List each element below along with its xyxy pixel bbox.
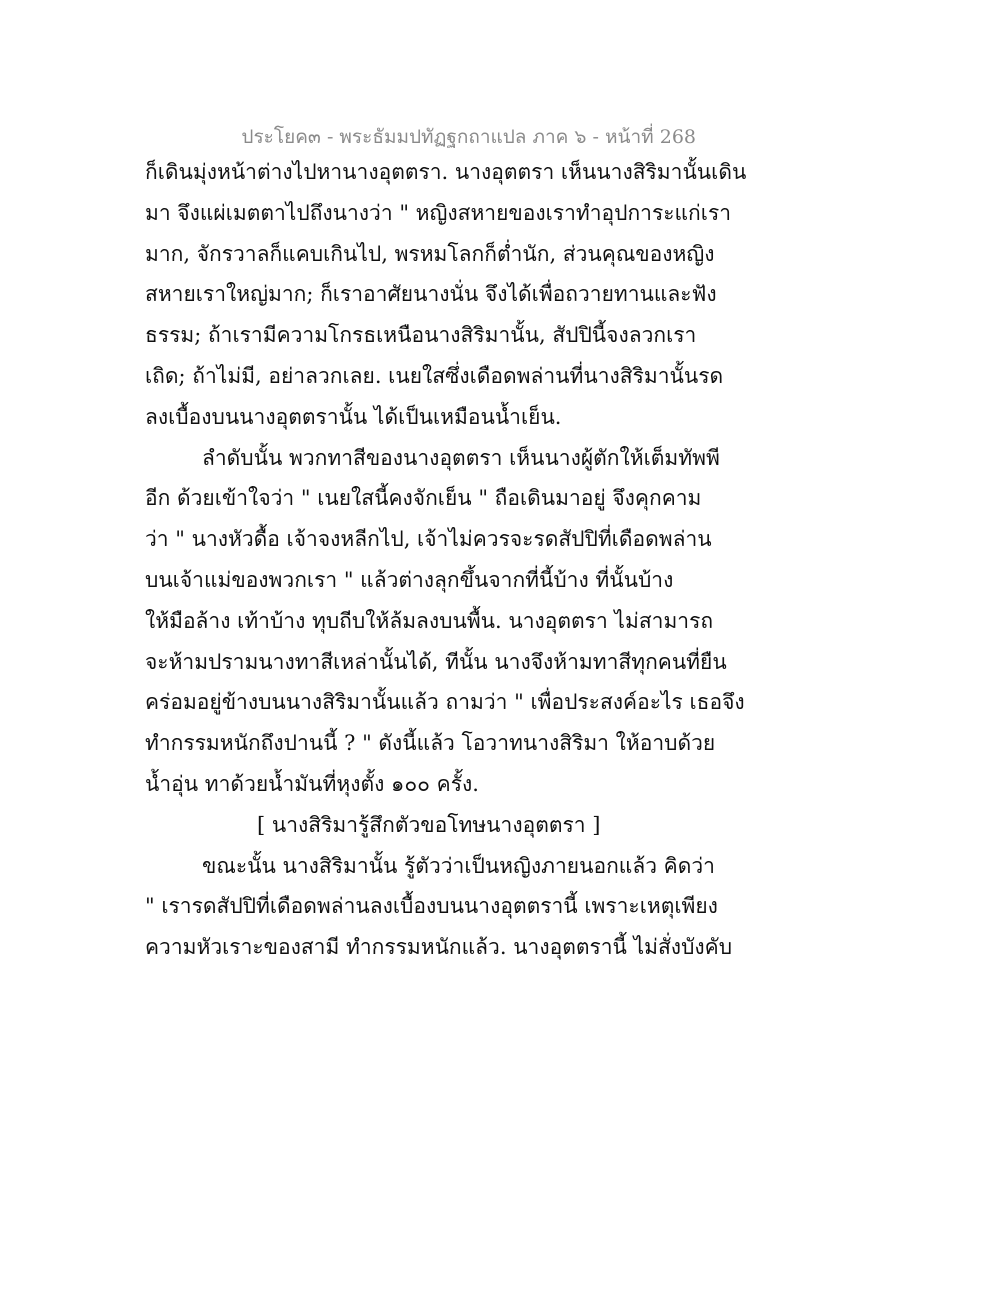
text-line: คร่อมอยู่ข้างบนนางสิริมานั้นแล้ว ถามว่า " เพื่อประสงค์อะไร เธอจึง <box>145 690 745 715</box>
text-line: สหายเราใหญ่มาก; ก็เราอาศัยนางนั่น จึงได้เพื่อถวายทานและฟัง <box>145 282 717 307</box>
text-line: " เรารดสัปปิที่เดือดพล่านลงเบื้องบนนางอุตตรานี้ เพราะเหตุเพียง <box>145 894 718 919</box>
running-header: ประโยค๓ - พระธัมมปทัฏฐกถาแปล ภาค ๖ - หน้าที่ 268 <box>241 126 696 148</box>
body-text <box>145 152 747 968</box>
text-line: ลงเบื้องบนนางอุตตรานั้น ได้เป็นเหมือนน้ำเย็น. <box>145 404 562 429</box>
text-line: มา จึงแผ่เมตตาไปถึงนางว่า " หญิงสหายของเราทำอุปการะแก่เรา <box>145 200 732 225</box>
section-heading: [ นางสิริมารู้สึกตัวขอโทษนางอุตตรา ] <box>257 812 601 837</box>
text-line: ธรรม; ถ้าเรามีความโกรธเหนือนางสิริมานั้น, สัปปินี้จงลวกเรา <box>145 323 697 348</box>
text-line: บนเจ้าแม่ของพวกเรา " แล้วต่างลุกขึ้นจากที่นี้บ้าง ที่นั้นบ้าง <box>145 567 674 592</box>
text-line: น้ำอุ่น ทาด้วยน้ำมันที่หุงตั้ง ๑๐๐ ครั้ง. <box>145 771 479 796</box>
text-line: ทำกรรมหนักถึงปานนี้ ? " ดังนี้แล้ว โอวาทนางสิริมา ให้อาบด้วย <box>145 731 716 756</box>
text-line: ก็เดินมุ่งหน้าต่างไปหานางอุตตรา. นางอุตตรา เห็นนางสิริมานั้นเดิน <box>145 160 747 184</box>
text-line: ให้มือล้าง เท้าบ้าง ทุบถีบให้ล้มลงบนพื้น. นางอุตตรา ไม่สามารถ <box>145 608 714 633</box>
paragraph-start-line: ขณะนั้น นางสิริมานั้น รู้ตัวว่าเป็นหญิงภายนอกแล้ว คิดว่า <box>202 853 715 878</box>
text-line: จะห้ามปรามนางทาสีเหล่านั้นได้, ทีนั้น นางจึงห้ามทาสีทุกคนที่ยืน <box>145 649 727 674</box>
paragraph-start-line: ลำดับนั้น พวกทาสีของนางอุตตรา เห็นนางผู้ตักให้เต็มทัพพี <box>202 445 720 470</box>
text-line: ว่า " นางหัวดื้อ เจ้าจงหลีกไป, เจ้าไม่ควรจะรดสัปปิที่เดือดพล่าน <box>145 527 712 552</box>
text-line: อีก ด้วยเข้าใจว่า " เนยใสนี้คงจักเย็น " ถือเดินมาอยู่ จึงคุกคาม <box>145 486 702 511</box>
text-line: เถิด; ถ้าไม่มี, อย่าลวกเลย. เนยใสซึ่งเดือดพล่านที่นางสิริมานั้นรด <box>145 363 724 388</box>
text-line: มาก, จักรวาลก็แคบเกินไป, พรหมโลกก็ต่ำนัก, ส่วนคุณของหญิง <box>145 241 715 266</box>
text-line: ความหัวเราะของสามี ทำกรรมหนักแล้ว. นางอุตตรานี้ ไม่สั่งบังคับ <box>145 935 733 960</box>
